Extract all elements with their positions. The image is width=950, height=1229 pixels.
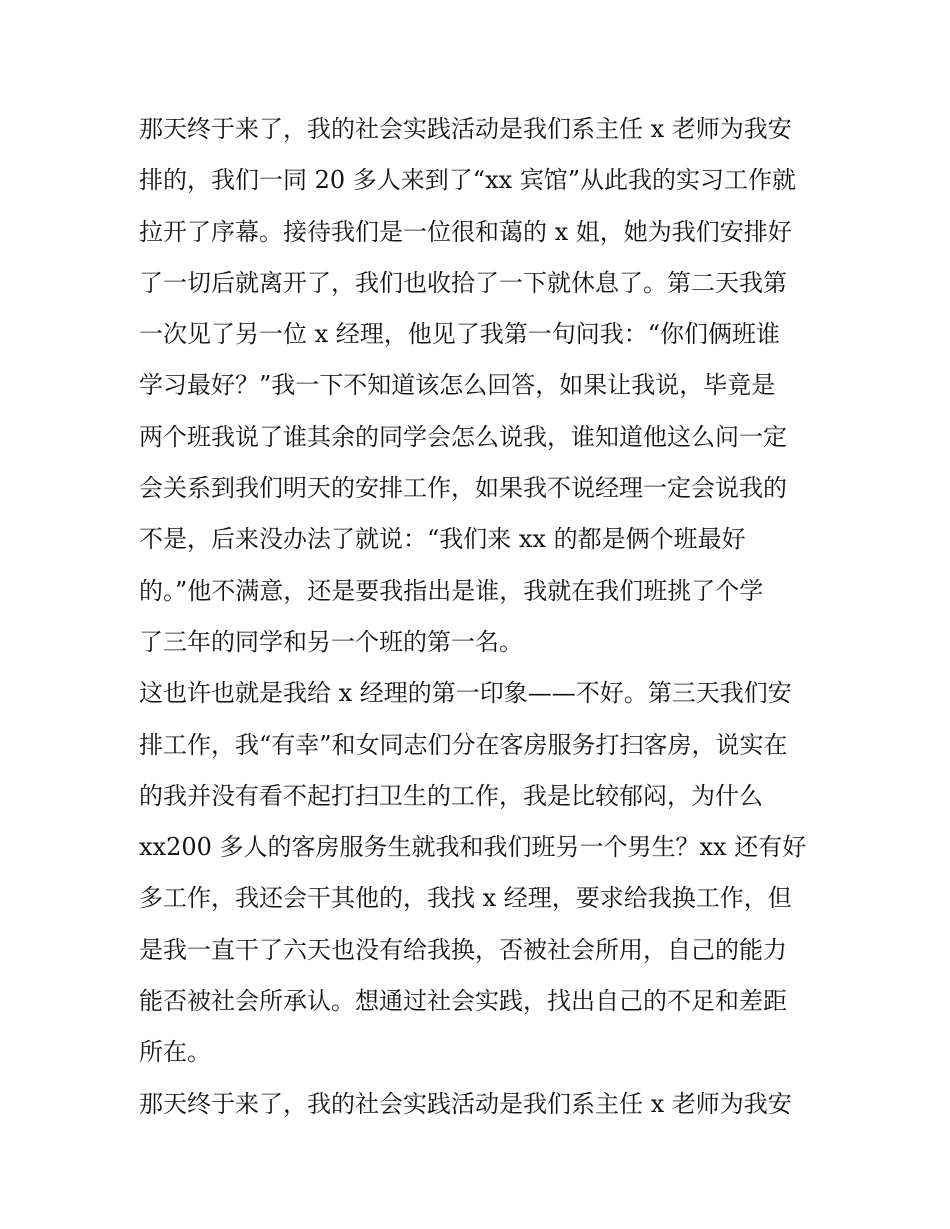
text-line: 了一切后就离开了，我们也收拾了一下就休息了。第二天我第 [139,268,787,297]
text-line: 所在。 [139,1038,211,1067]
text-line: 是我一直干了六天也没有给我换，否被社会所用，自己的能力 [139,935,787,964]
text-line: 多工作，我还会干其他的，我找 x 经理，要求给我换工作，但 [139,884,792,913]
text-line: 两个班我说了谁其余的同学会怎么说我，谁知道他这么问一定 [139,422,787,451]
text-line: xx200 多人的客房服务生就我和我们班另一个男生？xx 还有好 [139,833,807,862]
text-line: 能否被社会所承认。想通过社会实践，找出自己的不足和差距 [139,987,787,1016]
text-line: 这也许也就是我给 x 经理的第一印象——不好。第三天我们安 [139,679,792,708]
text-line: 那天终于来了，我的社会实践活动是我们系主任 x 老师为我安 [139,115,792,143]
body-text [139,104,819,1130]
text-line: 排工作，我“有幸”和女同志们分在客房服务打扫客房，说实在 [139,730,788,759]
text-line: 那天终于来了，我的社会实践活动是我们系主任 x 老师为我安 [139,1089,792,1118]
text-line: 排的，我们一同 20 多人来到了“xx 宾馆”从此我的实习工作就 [139,166,797,195]
text-line: 拉开了序幕。接待我们是一位很和蔼的 x 姐，她为我们安排好 [139,217,792,246]
text-line: 了三年的同学和另一个班的第一名。 [139,627,523,656]
text-line: 的我并没有看不起打扫卫生的工作，我是比较郁闷，为什么 [139,781,763,810]
text-line: 学习最好？”我一下不知道该怎么回答，如果让我说，毕竟是 [139,371,776,400]
text-line: 会关系到我们明天的安排工作，如果我不说经理一定会说我的 [139,474,787,503]
text-line: 一次见了另一位 x 经理，他见了我第一句问我：“你们俩班谁 [139,320,781,349]
text-line: 的。”他不满意，还是要我指出是谁，我就在我们班挑了个学 [139,576,764,605]
text-line: 不是，后来没办法了就说：“我们来 xx 的都是俩个班最好 [139,525,746,554]
